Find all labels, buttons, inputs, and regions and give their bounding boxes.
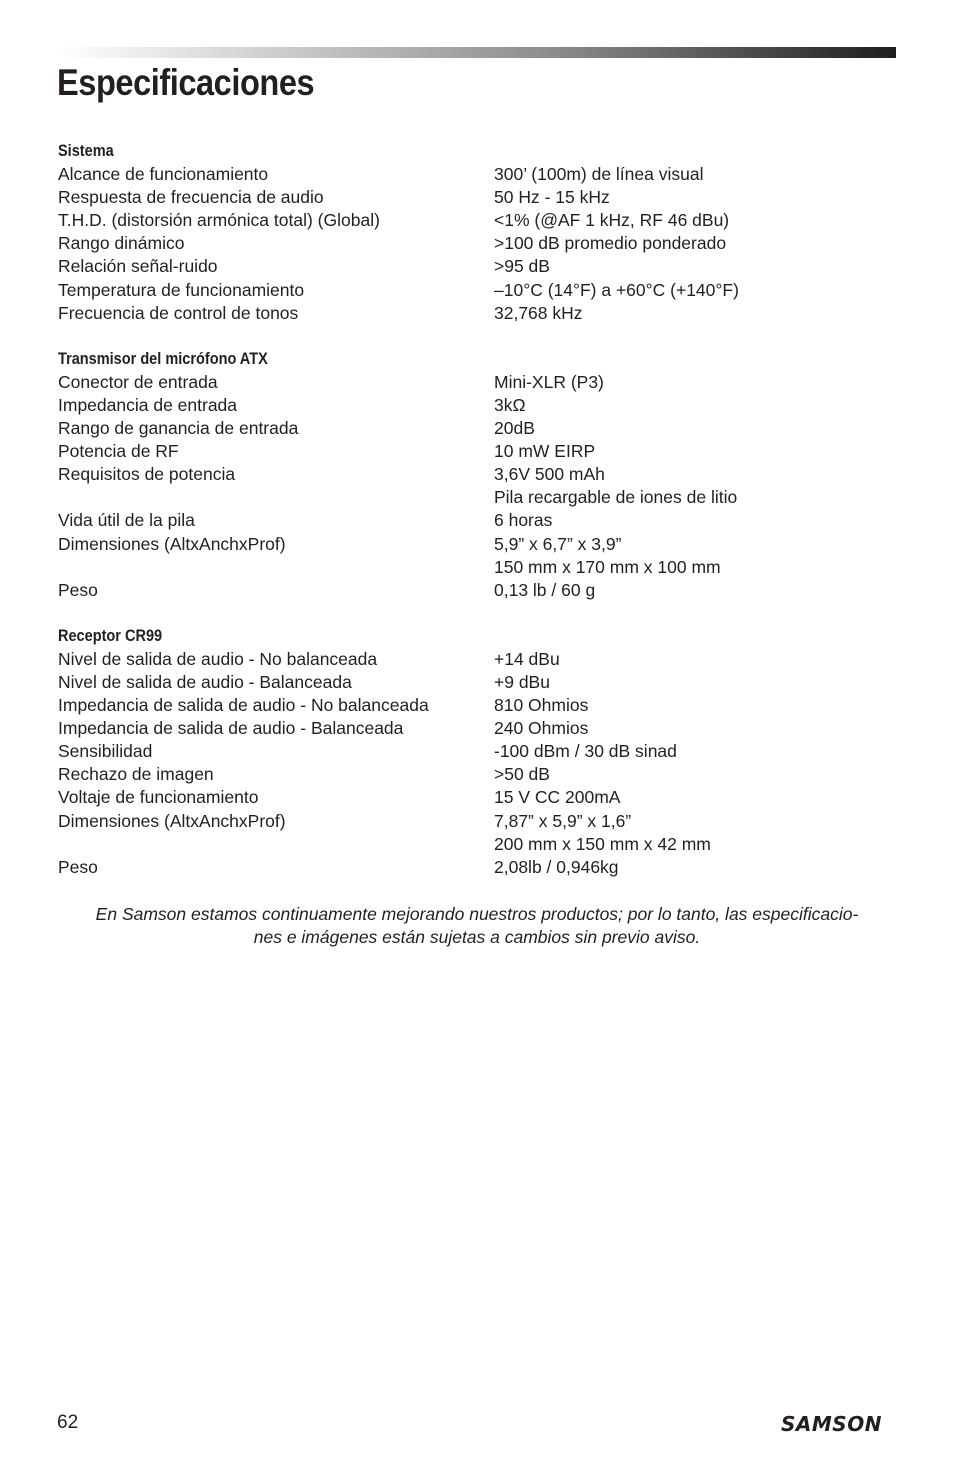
spec-value	[494, 648, 898, 671]
spec-row	[58, 648, 898, 671]
spec-value	[494, 463, 898, 509]
spec-value-line: 6 horas	[494, 510, 553, 531]
spec-value-line: >95 dB	[494, 256, 550, 277]
spec-label: T.H.D. (distorsión armónica total) (Global)	[58, 210, 380, 231]
spec-row	[58, 279, 898, 302]
spec-row	[58, 209, 898, 232]
spec-value	[494, 302, 898, 325]
spec-value-line: 810 Ohmios	[494, 695, 589, 716]
spec-label: Voltaje de funcionamiento	[58, 787, 259, 808]
spec-label: Nivel de salida de audio - Balanceada	[58, 671, 352, 692]
spec-value-line: +14 dBu	[494, 648, 560, 669]
spec-value	[494, 255, 898, 278]
spec-row	[58, 302, 898, 325]
spec-value-line: -100 dBm / 30 dB sinad	[494, 741, 677, 762]
spec-row	[58, 232, 898, 255]
spec-label: Peso	[58, 856, 98, 877]
spec-value-line: 0,13 lb / 60 g	[494, 579, 596, 600]
samson-logo: SAMSON	[781, 1412, 882, 1436]
header-gradient-bar	[58, 47, 896, 58]
spec-value-line: >50 dB	[494, 764, 550, 785]
section-title: Sistema	[58, 142, 114, 160]
spec-value	[494, 186, 898, 209]
spec-row	[58, 463, 898, 509]
spec-row	[58, 163, 898, 186]
spec-value	[494, 394, 898, 417]
spec-value-line: Pila recargable de iones de litio	[494, 487, 738, 508]
spec-value-line: Mini-XLR (P3)	[494, 371, 604, 392]
spec-row	[58, 740, 898, 763]
spec-value-line: 150 mm x 170 mm x 100 mm	[494, 556, 721, 577]
spec-value	[494, 232, 898, 255]
spec-value	[494, 417, 898, 440]
spec-value-line: 240 Ohmios	[494, 718, 589, 739]
spec-label: Rechazo de imagen	[58, 764, 214, 785]
spec-row	[58, 717, 898, 740]
page-title: Especificaciones	[57, 62, 315, 103]
spec-label: Rango de ganancia de entrada	[58, 418, 299, 439]
spec-value	[494, 371, 898, 394]
spec-value	[494, 509, 898, 532]
spec-section	[58, 140, 898, 325]
spec-label: Rango dinámico	[58, 233, 185, 254]
spec-row	[58, 394, 898, 417]
spec-value	[494, 786, 898, 809]
spec-value	[494, 533, 898, 579]
spec-value-line: >100 dB promedio ponderado	[494, 233, 727, 254]
spec-value-line: 10 mW EIRP	[494, 441, 596, 462]
spec-value	[494, 671, 898, 694]
spec-value-line: 2,08lb / 0,946kg	[494, 856, 619, 877]
spec-row	[58, 255, 898, 278]
spec-label: Requisitos de potencia	[58, 464, 236, 485]
spec-value-line: 5,9” x 6,7” x 3,9”	[494, 533, 622, 554]
spec-row	[58, 856, 898, 879]
page-number: 62	[57, 1412, 79, 1433]
spec-section	[58, 348, 898, 602]
spec-value	[494, 279, 898, 302]
spec-label: Nivel de salida de audio - No balanceada	[58, 648, 378, 669]
spec-value	[494, 440, 898, 463]
spec-row	[58, 186, 898, 209]
spec-row	[58, 763, 898, 786]
spec-value-line: 7,87” x 5,9” x 1,6”	[494, 810, 632, 831]
spec-value	[494, 717, 898, 740]
spec-row	[58, 509, 898, 532]
spec-row	[58, 440, 898, 463]
spec-label: Potencia de RF	[58, 441, 179, 462]
disclaimer-note	[58, 903, 896, 949]
spec-row	[58, 694, 898, 717]
spec-value-line: –10°C (14°F) a +60°C (+140°F)	[494, 279, 739, 300]
spec-value	[494, 740, 898, 763]
spec-label: Impedancia de salida de audio - Balanceada	[58, 718, 404, 739]
disclaimer-line-2: nes e imágenes están sujetas a cambios sin previo aviso.	[253, 927, 701, 948]
spec-label: Frecuencia de control de tonos	[58, 302, 299, 323]
spec-label: Alcance de funcionamiento	[58, 164, 269, 185]
spec-value	[494, 579, 898, 602]
spec-value-line: 20dB	[494, 418, 535, 439]
disclaimer-line-1: En Samson estamos continuamente mejorando nuestros productos; por lo tanto, las especificacio-	[95, 904, 859, 924]
spec-value	[494, 810, 898, 856]
spec-label: Temperatura de funcionamiento	[58, 279, 305, 300]
spec-label: Vida útil de la pila	[58, 510, 195, 531]
spec-value-line: <1% (@AF 1 kHz, RF 46 dBu)	[494, 210, 730, 231]
specifications-list	[58, 140, 898, 902]
spec-value	[494, 763, 898, 786]
spec-row	[58, 371, 898, 394]
spec-row	[58, 579, 898, 602]
spec-label: Sensibilidad	[58, 741, 153, 762]
spec-value	[494, 163, 898, 186]
spec-label: Dimensiones (AltxAnchxProf)	[58, 810, 286, 831]
section-title: Receptor CR99	[58, 626, 163, 645]
spec-section	[58, 625, 898, 879]
spec-value-line: 50 Hz - 15 kHz	[494, 187, 610, 208]
spec-label: Impedancia de salida de audio - No balanceada	[58, 695, 429, 716]
spec-value	[494, 856, 898, 879]
spec-value-line: 300’ (100m) de línea visual	[494, 164, 704, 185]
spec-label: Peso	[58, 579, 98, 600]
spec-row	[58, 810, 898, 856]
spec-value-line: 32,768 kHz	[494, 302, 583, 323]
spec-row	[58, 533, 898, 579]
spec-value-line: 200 mm x 150 mm x 42 mm	[494, 833, 711, 854]
spec-row	[58, 786, 898, 809]
spec-label: Respuesta de frecuencia de audio	[58, 187, 324, 208]
section-title: Transmisor del micrófono ATX	[58, 349, 268, 368]
spec-value	[494, 694, 898, 717]
spec-label: Conector de entrada	[58, 371, 218, 392]
spec-label: Relación señal-ruido	[58, 256, 218, 277]
spec-row	[58, 671, 898, 694]
spec-value-line: 15 V CC 200mA	[494, 787, 621, 808]
spec-value-line: 3,6V 500 mAh	[494, 464, 605, 485]
spec-label: Dimensiones (AltxAnchxProf)	[58, 533, 286, 554]
spec-value	[494, 209, 898, 232]
spec-value-line: 3kΩ	[494, 394, 526, 415]
spec-label: Impedancia de entrada	[58, 394, 238, 415]
spec-row	[58, 417, 898, 440]
spec-value-line: +9 dBu	[494, 671, 550, 692]
